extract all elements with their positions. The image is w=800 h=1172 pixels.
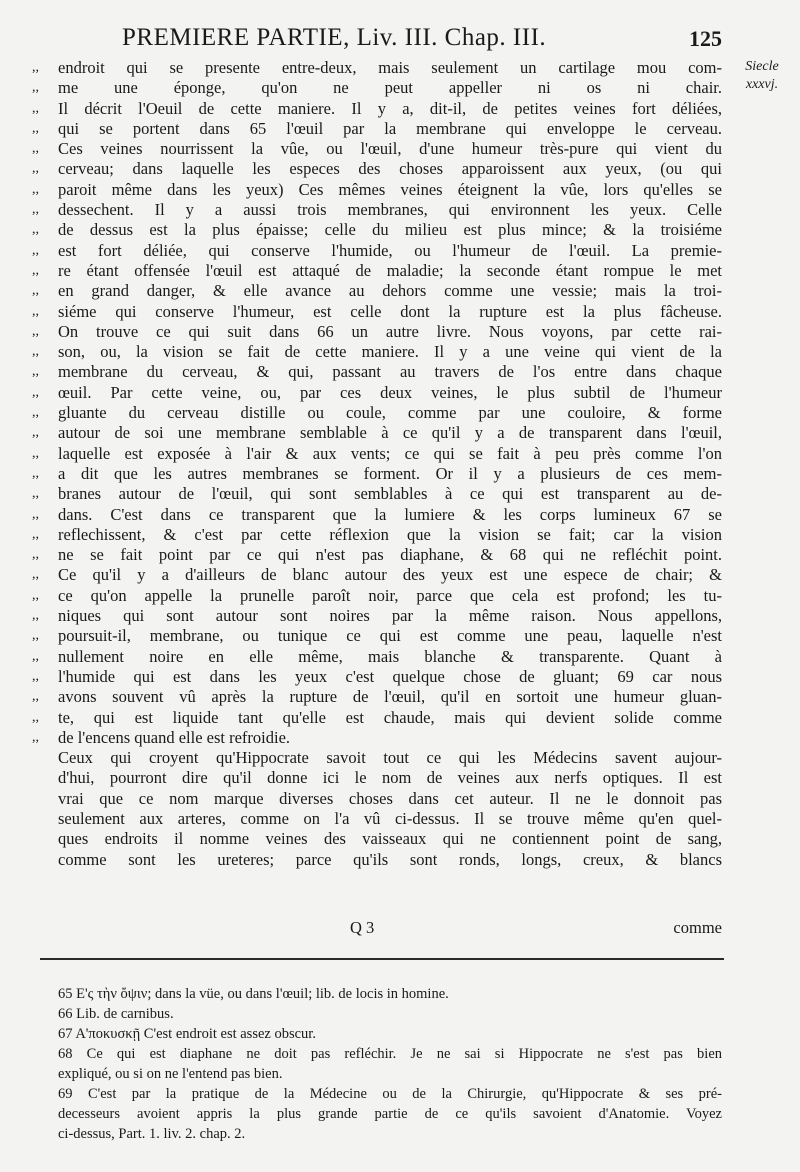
- quote-mark: ,,: [32, 283, 39, 299]
- text-line: [32, 525, 722, 545]
- footnote-line: decesseurs avoient appris la plus grande partie de ce qu'ils savoient d'Anatomie. Voyez: [58, 1106, 722, 1122]
- line-text: siéme qui conserve l'humeur, est celle dont la rupture est la plus fâcheuse.: [58, 301, 722, 321]
- quote-mark: ,,: [32, 506, 39, 522]
- text-line: [32, 302, 722, 322]
- text-line: [32, 667, 722, 687]
- line-text: œuil. Par cette veine, ou, par ces deux veines, le plus subtil de l'humeur: [58, 382, 722, 402]
- quote-mark: ,,: [32, 181, 39, 197]
- text-line: [32, 789, 722, 809]
- line-text: Ces veines nourrissent la vûe, ou l'œuil, d'une humeur très-pure qui vient du: [58, 139, 722, 159]
- line-text: ce qu'on appelle la prunelle paroît noir, parce que cela est profond; les tu-: [58, 585, 722, 605]
- text-line: [32, 180, 722, 200]
- quote-mark: ,,: [32, 465, 39, 481]
- quote-mark: ,,: [32, 567, 39, 583]
- line-text: d'hui, pourront dire qu'il donne ici le nom de veines aux nerfs optiques. Il est: [58, 768, 722, 788]
- line-text: comme sont les ureteres; parce qu'ils sont ronds, longs, creux, & blancs: [58, 849, 722, 869]
- line-text: autour de soi une membrane semblable à ce qu'il y a de transparent dans l'œuil,: [58, 423, 722, 443]
- text-line: [32, 403, 722, 423]
- footnote-line: 69 C'est par la pratique de la Médecine ou de la Chirurgie, qu'Hippocrate & ses pré-: [58, 1086, 722, 1102]
- text-line: [32, 829, 722, 849]
- line-text: est fort déliée, qui conserve l'humide, ou l'humeur de l'œuil. La premie-: [58, 240, 722, 260]
- line-text: de l'encens quand elle est refroidie.: [58, 727, 291, 747]
- text-line: [32, 200, 722, 220]
- quote-mark: ,,: [32, 242, 39, 258]
- quote-mark: ,,: [32, 709, 39, 725]
- quote-mark: ,,: [32, 587, 39, 603]
- quote-mark: ,,: [32, 384, 39, 400]
- line-text: ne se fait point par ce qui n'est pas diaphane, & 68 qui ne refléchit point.: [58, 545, 722, 565]
- quote-mark: ,,: [32, 526, 39, 542]
- text-line: [32, 565, 722, 585]
- quote-mark: ,,: [32, 303, 39, 319]
- quote-mark: ,,: [32, 364, 39, 380]
- line-text: paroit même dans les yeux) Ces mêmes veines éteignent la vûe, lors qu'elles se: [58, 179, 722, 199]
- quote-mark: ,,: [32, 405, 39, 421]
- text-line: [32, 423, 722, 443]
- quote-mark: ,,: [32, 161, 39, 177]
- line-text: son, ou, la vision se fait de cette maniere. Il y a une veine qui vient de la: [58, 342, 722, 362]
- quote-mark: ,,: [32, 445, 39, 461]
- line-text: membrane du cerveau, & qui, passant au travers de l'os entre dans chaque: [58, 362, 722, 382]
- text-line: [32, 220, 722, 240]
- text-line: [32, 809, 722, 829]
- line-text: me une éponge, qu'on ne peut appeller ni os ni chair.: [58, 78, 722, 98]
- text-line: [32, 78, 722, 98]
- line-text: On trouve ce qui suit dans 66 un autre livre. Nous voyons, par cette rai-: [58, 321, 722, 341]
- quote-mark: ,,: [32, 668, 39, 684]
- page-header: [60, 24, 722, 54]
- line-text: laquelle est exposée à l'air & aux vents; ce qui se fait à peu près comme l'on: [58, 443, 722, 463]
- quote-mark: ,,: [32, 425, 39, 441]
- footnote-rule: [40, 958, 724, 960]
- text-line: [32, 586, 722, 606]
- quote-mark: ,,: [32, 729, 39, 745]
- page-number: 125: [689, 26, 722, 51]
- text-line: [32, 383, 722, 403]
- line-text: avons souvent vû après la rupture de l'œuil, qu'il en sortoit une humeur gluan-: [58, 687, 722, 707]
- running-head: PREMIERE PARTIE, Liv. III. Chap. III.: [122, 24, 547, 51]
- text-line: [32, 687, 722, 707]
- margin-note-line: xxxvj.: [745, 77, 779, 92]
- quote-mark: ,,: [32, 60, 39, 75]
- line-text: Ce qu'il y a d'ailleurs de blanc autour des yeux est une espece de chair; &: [58, 565, 722, 585]
- line-text: endroit qui se presente entre-deux, mais seulement un cartilage mou com-: [58, 58, 722, 77]
- quote-mark: ,,: [32, 648, 39, 664]
- line-text: branes autour de l'œuil, qui sont semblables à ce qui est transparent au de-: [58, 484, 722, 504]
- line-text: Ceux qui croyent qu'Hippocrate savoit tout ce qui les Médecins savent aujour-: [58, 748, 722, 768]
- line-text: qui se portent dans 65 l'œuil par la membrane qui enveloppe le cerveau.: [58, 118, 722, 138]
- text-line: [32, 99, 722, 119]
- signature-line: [58, 918, 722, 940]
- text-line: [32, 58, 722, 78]
- line-text: re étant offensée l'œuil est attaqué de maladie; la seconde étant rompue le met: [58, 260, 722, 280]
- body-text: [32, 58, 722, 870]
- text-line: [32, 484, 722, 504]
- footnote-line: ci-dessus, Part. 1. liv. 2. chap. 2.: [58, 1126, 246, 1142]
- line-text: dessechent. Il y a aussi trois membranes, qui environnent les yeux. Celle: [58, 200, 722, 220]
- line-text: reflechissent, & c'est par cette réflexion que la vision se fait; car la vision: [58, 524, 722, 544]
- text-line: [32, 606, 722, 626]
- margin-note-line: Siecle: [745, 59, 779, 74]
- text-line: [32, 708, 722, 728]
- quote-mark: ,,: [32, 547, 39, 563]
- text-line: [32, 626, 722, 646]
- line-text: vrai que ce nom marque diverses choses dans cet auteur. Il ne le donnoit pas: [58, 788, 722, 808]
- footnotes: [58, 984, 722, 1144]
- footnote-line: 67 Α'ποκυσκῇ C'est endroit est assez obscur.: [58, 1026, 316, 1042]
- text-line: [32, 241, 722, 261]
- text-line: [32, 505, 722, 525]
- line-text: nullement noire en elle même, mais blanche & transparente. Quant à: [58, 646, 722, 666]
- text-line: [32, 850, 722, 870]
- text-line: [32, 362, 722, 382]
- text-line: [32, 119, 722, 139]
- line-text: te, qui est liquide tant qu'elle est chaude, mais qui devient solide comme: [58, 707, 722, 727]
- line-text: l'humide qui est dans les yeux c'est quelque chose de gluant; 69 car nous: [58, 666, 722, 686]
- quote-mark: ,,: [32, 344, 39, 360]
- text-line: [32, 545, 722, 565]
- text-line: [32, 768, 722, 788]
- quote-mark: ,,: [32, 141, 39, 157]
- quote-mark: ,,: [32, 222, 39, 238]
- text-line: [32, 322, 722, 342]
- quote-mark: ,,: [32, 202, 39, 218]
- text-line: [32, 728, 722, 748]
- quote-mark: ,,: [32, 486, 39, 502]
- quote-mark: ,,: [32, 120, 39, 136]
- line-text: Il décrit l'Oeuil de cette maniere. Il y a, dit-il, de petites veines fort déliées,: [58, 98, 722, 118]
- line-text: en grand danger, & elle avance au dehors comme une vessie; mais la troi-: [58, 281, 722, 301]
- text-line: [32, 159, 722, 179]
- text-line: [32, 139, 722, 159]
- text-line: [32, 444, 722, 464]
- line-text: seulement aux arteres, comme on l'a vû ci-dessus. Il se trouve même qu'en quel-: [58, 808, 722, 828]
- line-text: gluante du cerveau distille ou coule, comme par une couloire, & forme: [58, 403, 722, 423]
- margin-note: [728, 58, 796, 94]
- line-text: poursuit-il, membrane, ou tunique ce qui est comme une peau, laquelle n'est: [58, 626, 722, 646]
- quote-mark: ,,: [32, 323, 39, 339]
- text-line: [32, 748, 722, 768]
- line-text: dans. C'est dans ce transparent que la lumiere & les corps lumineux 67 se: [58, 504, 722, 524]
- quote-mark: ,,: [32, 80, 39, 96]
- text-line: [32, 261, 722, 281]
- catchword: comme: [673, 918, 722, 937]
- line-text: de dessus est la plus épaisse; celle du milieu est plus mince; & la troisiéme: [58, 220, 722, 240]
- line-text: a dit que les autres membranes se forment. Or il y a plusieurs de ces mem-: [58, 463, 722, 483]
- signature-mark: Q 3: [350, 918, 375, 937]
- quote-mark: ,,: [32, 262, 39, 278]
- text-line: [32, 281, 722, 301]
- line-text: ques endroits il nomme veines des vaisseaux qui ne contiennent point de sang,: [58, 829, 722, 849]
- footnote-line: 65 Ε'ς τὴν ὄψιν; dans la vüe, ou dans l'œuil; lib. de locis in homine.: [58, 986, 449, 1002]
- text-line: [32, 647, 722, 667]
- quote-mark: ,,: [32, 689, 39, 705]
- line-text: cerveau; dans laquelle les especes des choses apparoissent aux yeux, (ou qui: [58, 159, 722, 179]
- footnote-line: expliqué, ou si on ne l'entend pas bien.: [58, 1066, 283, 1082]
- footnote-line: 68 Ce qui est diaphane ne doit pas refléchir. Je ne sai si Hippocrate ne s'est pas bien: [58, 1046, 722, 1062]
- quote-mark: ,,: [32, 628, 39, 644]
- line-text: niques qui sont autour sont noires par la même raison. Nous appellons,: [58, 606, 722, 626]
- text-line: [32, 342, 722, 362]
- quote-mark: ,,: [32, 608, 39, 624]
- text-line: [32, 464, 722, 484]
- quote-mark: ,,: [32, 100, 39, 116]
- footnote-line: 66 Lib. de carnibus.: [58, 1006, 174, 1022]
